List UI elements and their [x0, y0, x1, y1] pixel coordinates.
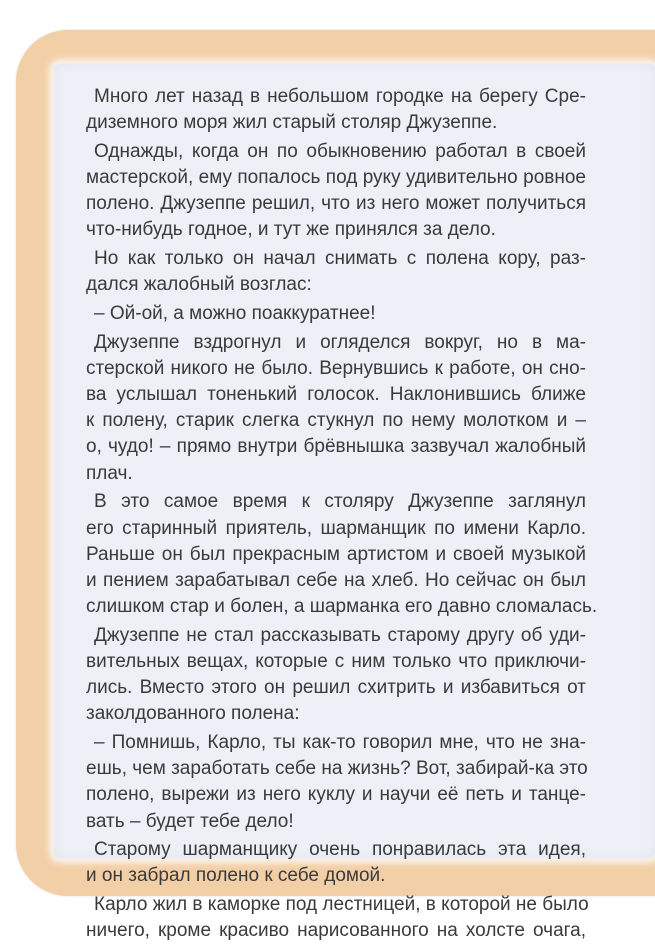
- text-line: Карло жил в каморке под лестницей, в которой не было: [94, 894, 589, 916]
- text-line: и он забрал полено к себе домой.: [86, 865, 386, 887]
- text-line: Джузеппе не стал рассказывать старому другу об уди-: [94, 624, 586, 646]
- paragraph: [86, 837, 586, 889]
- text-line: Однажды, когда он по обыкновению работал в своей: [94, 140, 586, 162]
- paragraph: [86, 623, 586, 728]
- text-line: Старому шарманщику очень понравилась эта идея,: [94, 839, 586, 861]
- text-line: что-нибудь годное, и тут же принялся за дело.: [86, 219, 496, 241]
- story-text: [86, 84, 598, 947]
- text-line: мастерской, ему попалось под руку удивительно ровное: [86, 167, 586, 189]
- paragraph: [86, 489, 598, 620]
- paragraph: [86, 301, 586, 327]
- text-line: полено. Джузеппе решил, что из него может получиться: [86, 193, 586, 215]
- text-line: полено, вырежи из него куклу и научи её петь и танце-: [86, 784, 586, 806]
- text-line: слишком стар и болен, а шарманка его давно сломалась.: [86, 596, 598, 618]
- paragraph: [86, 330, 586, 487]
- text-line: и пением зарабатывал себе на хлеб. Но сейчас он был: [86, 569, 586, 591]
- text-line: Много лет назад в небольшом городке на берегу Сре-: [94, 86, 586, 107]
- paragraph: [86, 730, 586, 835]
- text-line: лись. Вместо этого он решил схитрить и избавиться от: [86, 677, 586, 699]
- text-line: – Ой-ой, а можно поаккуратнее!: [94, 303, 376, 324]
- text-line: Раньше он был прекрасным артистом и своей музыкой: [86, 543, 586, 565]
- text-line: диземного моря жил старый столяр Джузеппе.: [86, 112, 498, 134]
- text-line: вать – будет тебе дело!: [86, 810, 294, 832]
- paragraph: [86, 246, 586, 298]
- text-line: дался жалобный возглас:: [86, 274, 312, 296]
- text-line: – Помнишь, Карло, ты как-то говорил мне, что не зна-: [94, 732, 586, 753]
- paragraph: [86, 84, 586, 136]
- text-line: Джузеппе вздрогнул и огляделся вокруг, но в ма-: [94, 331, 586, 353]
- text-line: к полену, старик слегка стукнул по нему молотком и –: [86, 410, 586, 432]
- text-line: ва услышал тоненький голосок. Наклонившись ближе: [86, 384, 586, 406]
- text-line: заколдованного полена:: [86, 703, 300, 725]
- text-line: вительных вещах, которые с ним только что приключи-: [86, 650, 586, 672]
- text-line: ешь, чем заработать себе на жизнь? Вот, забирай-ка это: [86, 758, 588, 780]
- text-line: его старинный приятель, шарманщик по имени Карло.: [86, 517, 586, 539]
- text-line: стерской никого не было. Вернувшись к работе, он сно-: [86, 357, 586, 379]
- paragraph: [86, 139, 586, 244]
- text-line: плач.: [86, 462, 133, 484]
- text-line: о, чудо! – прямо внутри брёвнышка зазвучал жалобный: [86, 436, 586, 458]
- text-line: ничего, кроме красиво нарисованного на холсте очага,: [86, 920, 586, 942]
- text-line: В это самое время к столяру Джузеппе заглянул: [94, 491, 586, 513]
- text-line: Но как только он начал снимать с полена кору, раз-: [94, 248, 586, 270]
